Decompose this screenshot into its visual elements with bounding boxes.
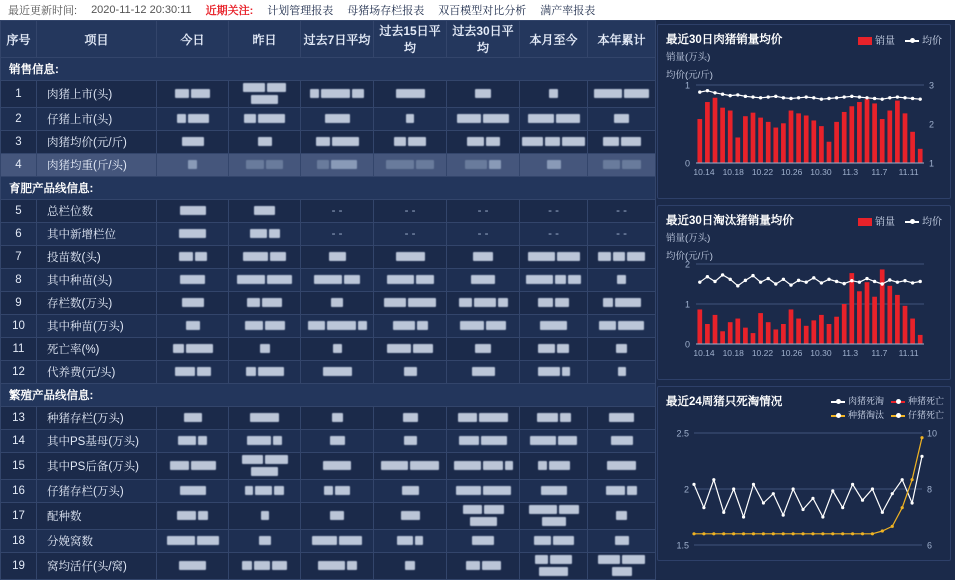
table-section-title: 育肥产品线信息: <box>1 177 656 200</box>
table-row[interactable] <box>1 81 656 108</box>
row-value-cell <box>588 361 656 384</box>
row-index: 11 <box>1 338 37 361</box>
chart2-legend-sales: 销量 <box>858 213 895 228</box>
row-value-cell <box>157 430 229 453</box>
row-value-cell <box>301 430 374 453</box>
row-item-label: 总栏位数 <box>37 200 157 223</box>
row-value-cell: - - <box>301 223 374 246</box>
row-value-cell <box>229 292 301 315</box>
row-item-label: 仔猪上市(头) <box>37 108 157 131</box>
row-item-label: 存栏数(万头) <box>37 292 157 315</box>
row-value-cell <box>374 553 447 580</box>
row-value-cell <box>447 480 520 503</box>
row-value-cell <box>588 269 656 292</box>
row-value-cell <box>229 108 301 131</box>
row-value-cell <box>229 200 301 223</box>
row-value-cell <box>301 315 374 338</box>
col-today: 今日 <box>157 21 229 58</box>
row-index: 10 <box>1 315 37 338</box>
row-index: 2 <box>1 108 37 131</box>
row-value-cell <box>447 361 520 384</box>
row-index: 5 <box>1 200 37 223</box>
svg-text:10.26: 10.26 <box>781 167 803 177</box>
row-value-cell <box>229 530 301 553</box>
row-value-cell: - - <box>588 200 656 223</box>
recent-focus-label: 近期关注: <box>205 5 254 17</box>
row-value-cell <box>157 315 229 338</box>
chart2-canvas <box>658 206 950 379</box>
row-value-cell <box>520 338 588 361</box>
row-value-cell <box>301 407 374 430</box>
row-value-cell <box>520 361 588 384</box>
row-value-cell <box>588 453 656 480</box>
table-row[interactable] <box>1 407 656 430</box>
col-avg7: 过去7日平均 <box>301 21 374 58</box>
row-value-cell <box>588 131 656 154</box>
row-value-cell <box>588 503 656 530</box>
chart2-legend-price: 均价 <box>905 213 942 228</box>
svg-text:3: 3 <box>929 80 935 91</box>
row-value-cell: - - <box>374 223 447 246</box>
row-index: 1 <box>1 81 37 108</box>
row-value-cell <box>157 81 229 108</box>
row-value-cell <box>447 530 520 553</box>
row-value-cell: - - <box>301 200 374 223</box>
row-item-label: 窝均活仔(头/窝) <box>37 553 157 580</box>
row-value-cell <box>520 530 588 553</box>
row-value-cell <box>229 338 301 361</box>
top-status-bar <box>0 0 955 20</box>
svg-text:2: 2 <box>683 484 689 495</box>
row-index: 14 <box>1 430 37 453</box>
col-month-to-date: 本月至今 <box>520 21 588 58</box>
row-value-cell <box>229 453 301 480</box>
row-value-cell <box>447 81 520 108</box>
table-row[interactable] <box>1 292 656 315</box>
row-value-cell <box>447 338 520 361</box>
row-value-cell <box>588 315 656 338</box>
row-value-cell <box>374 480 447 503</box>
chart1-canvas <box>658 25 950 198</box>
row-item-label: 其中PS基母(万头) <box>37 430 157 453</box>
col-no: 序号 <box>1 21 37 58</box>
row-index: 6 <box>1 223 37 246</box>
table-row[interactable] <box>1 430 656 453</box>
table-header-row <box>1 21 656 58</box>
link-sow-farm-inventory-report[interactable]: 母猪场存栏报表 <box>347 5 425 17</box>
row-value-cell <box>157 530 229 553</box>
row-value-cell <box>229 246 301 269</box>
chart1-ylabel-left: 销量(万头) <box>666 52 711 63</box>
row-value-cell <box>374 407 447 430</box>
row-index: 15 <box>1 453 37 480</box>
table-section-row <box>1 177 656 200</box>
row-value-cell <box>301 246 374 269</box>
table-row[interactable] <box>1 154 656 177</box>
chart1-legend-sales: 销量 <box>858 32 895 47</box>
row-value-cell <box>374 292 447 315</box>
row-value-cell <box>520 480 588 503</box>
row-value-cell: - - <box>447 223 520 246</box>
row-value-cell <box>588 553 656 580</box>
row-value-cell <box>520 246 588 269</box>
chart3-title: 最近24周猪只死淘情况 <box>666 396 783 408</box>
table-row[interactable] <box>1 361 656 384</box>
row-value-cell <box>588 246 656 269</box>
col-item: 项目 <box>37 21 157 58</box>
row-value-cell <box>374 131 447 154</box>
svg-text:10.30: 10.30 <box>810 348 832 358</box>
row-item-label: 其中种苗(头) <box>37 269 157 292</box>
row-value-cell <box>301 108 374 131</box>
row-value-cell <box>157 480 229 503</box>
row-item-label: 仔猪存栏(万头) <box>37 480 157 503</box>
metrics-table-container[interactable] <box>0 20 655 573</box>
row-value-cell <box>229 81 301 108</box>
row-value-cell <box>447 453 520 480</box>
svg-text:10.14: 10.14 <box>693 348 715 358</box>
chart3-canvas <box>658 387 950 560</box>
row-value-cell <box>374 81 447 108</box>
row-value-cell <box>374 530 447 553</box>
metrics-table-body <box>1 58 656 580</box>
metrics-table <box>0 20 656 580</box>
row-value-cell <box>520 553 588 580</box>
row-value-cell <box>229 480 301 503</box>
row-index: 13 <box>1 407 37 430</box>
row-value-cell <box>157 108 229 131</box>
row-value-cell <box>374 430 447 453</box>
row-value-cell <box>229 407 301 430</box>
row-value-cell <box>301 480 374 503</box>
svg-text:2: 2 <box>929 119 935 130</box>
link-double-hundred-model-analysis[interactable]: 双百模型对比分析 <box>438 5 527 17</box>
row-value-cell <box>447 246 520 269</box>
table-row[interactable] <box>1 338 656 361</box>
row-value-cell <box>301 530 374 553</box>
chart3-legend-piglet-death: 仔猪死亡 <box>891 408 944 421</box>
svg-text:6: 6 <box>927 540 933 551</box>
row-value-cell <box>157 200 229 223</box>
table-row[interactable] <box>1 503 656 530</box>
row-value-cell: - - <box>588 223 656 246</box>
row-value-cell <box>520 269 588 292</box>
row-value-cell <box>301 81 374 108</box>
row-value-cell: - - <box>520 200 588 223</box>
row-value-cell <box>520 430 588 453</box>
chart2-title: 最近30日淘汰猪销量均价 <box>666 215 794 227</box>
link-full-production-rate-report[interactable]: 满产率报表 <box>540 5 596 17</box>
row-value-cell <box>588 530 656 553</box>
svg-text:2.5: 2.5 <box>676 428 689 439</box>
row-value-cell <box>374 338 447 361</box>
row-value-cell <box>374 246 447 269</box>
table-section-row <box>1 384 656 407</box>
row-value-cell <box>374 154 447 177</box>
row-item-label: 投苗数(头) <box>37 246 157 269</box>
svg-text:1: 1 <box>684 299 690 310</box>
row-item-label: 配种数 <box>37 503 157 530</box>
svg-text:2: 2 <box>684 259 690 270</box>
svg-text:11.7: 11.7 <box>871 167 888 177</box>
row-value-cell <box>447 154 520 177</box>
chart3-legend-breeder-death: 种猪死亡 <box>891 394 944 407</box>
row-index: 16 <box>1 480 37 503</box>
row-value-cell <box>588 480 656 503</box>
table-row[interactable] <box>1 480 656 503</box>
row-index: 8 <box>1 269 37 292</box>
chart2-ylabel-left: 销量(万头) <box>666 233 711 244</box>
row-item-label: 分娩窝数 <box>37 530 157 553</box>
row-value-cell <box>520 503 588 530</box>
row-value-cell <box>588 154 656 177</box>
chart3-legend-breeder-cull: 种猪淘汰 <box>831 408 884 421</box>
table-row[interactable] <box>1 223 656 246</box>
row-value-cell: - - <box>374 200 447 223</box>
table-row[interactable] <box>1 530 656 553</box>
row-value-cell <box>301 503 374 530</box>
row-value-cell <box>229 269 301 292</box>
row-value-cell <box>588 108 656 131</box>
col-avg30: 过去30日平均 <box>447 21 520 58</box>
row-item-label: 其中PS后备(万头) <box>37 453 157 480</box>
row-value-cell <box>447 553 520 580</box>
table-row[interactable] <box>1 453 656 480</box>
row-index: 12 <box>1 361 37 384</box>
col-yesterday: 昨日 <box>229 21 301 58</box>
row-item-label: 其中新增栏位 <box>37 223 157 246</box>
row-item-label: 其中种苗(万头) <box>37 315 157 338</box>
row-value-cell <box>374 315 447 338</box>
svg-text:1: 1 <box>929 158 935 169</box>
row-value-cell <box>157 361 229 384</box>
row-value-cell <box>301 453 374 480</box>
svg-text:10: 10 <box>927 428 938 439</box>
row-value-cell <box>229 154 301 177</box>
row-value-cell: - - <box>447 200 520 223</box>
row-value-cell <box>229 315 301 338</box>
row-value-cell <box>229 553 301 580</box>
row-value-cell <box>229 131 301 154</box>
row-item-label: 死亡率(%) <box>37 338 157 361</box>
row-index: 19 <box>1 553 37 580</box>
row-item-label: 种猪存栏(万头) <box>37 407 157 430</box>
row-value-cell <box>520 81 588 108</box>
table-section-row <box>1 58 656 81</box>
svg-text:10.30: 10.30 <box>810 167 832 177</box>
row-index: 9 <box>1 292 37 315</box>
row-item-label: 肉猪均重(斤/头) <box>37 154 157 177</box>
chart-panel-mortality[interactable] <box>657 386 951 561</box>
table-row[interactable] <box>1 108 656 131</box>
row-value-cell <box>301 361 374 384</box>
row-index: 7 <box>1 246 37 269</box>
row-value-cell <box>229 223 301 246</box>
chart3-legend-fattening-death: 肉猪死淘 <box>831 394 884 407</box>
row-value-cell <box>374 361 447 384</box>
last-update-time: 2020-11-12 20:30:11 <box>91 4 192 16</box>
table-row[interactable] <box>1 269 656 292</box>
row-value-cell <box>520 292 588 315</box>
row-value-cell <box>374 108 447 131</box>
col-year-to-date: 本年累计 <box>588 21 656 58</box>
row-value-cell <box>447 269 520 292</box>
table-row[interactable] <box>1 131 656 154</box>
row-index: 4 <box>1 154 37 177</box>
svg-text:11.7: 11.7 <box>871 348 888 358</box>
link-plan-management-report[interactable]: 计划管理报表 <box>267 5 334 17</box>
svg-text:10.26: 10.26 <box>781 348 803 358</box>
row-value-cell <box>520 108 588 131</box>
row-value-cell <box>157 553 229 580</box>
row-value-cell <box>447 108 520 131</box>
row-value-cell <box>157 453 229 480</box>
svg-text:11.11: 11.11 <box>898 167 919 177</box>
row-value-cell <box>588 81 656 108</box>
row-value-cell <box>447 131 520 154</box>
chart1-ylabel-right: 均价(元/斤) <box>666 70 713 81</box>
table-row[interactable] <box>1 200 656 223</box>
svg-text:10.14: 10.14 <box>693 167 715 177</box>
row-value-cell <box>301 338 374 361</box>
row-value-cell <box>447 315 520 338</box>
table-row[interactable] <box>1 315 656 338</box>
svg-text:0: 0 <box>684 339 690 350</box>
row-value-cell <box>157 131 229 154</box>
svg-text:0: 0 <box>684 158 690 169</box>
svg-text:8: 8 <box>927 484 933 495</box>
row-item-label: 肉猪上市(头) <box>37 81 157 108</box>
table-row[interactable] <box>1 246 656 269</box>
row-value-cell <box>447 503 520 530</box>
row-value-cell <box>301 292 374 315</box>
chart-panel-cull-sales[interactable] <box>657 205 951 380</box>
row-value-cell <box>588 430 656 453</box>
row-value-cell <box>520 154 588 177</box>
svg-text:11.3: 11.3 <box>842 167 859 177</box>
row-value-cell <box>520 131 588 154</box>
chart-panel-pig-sales[interactable] <box>657 24 951 199</box>
row-item-label: 代养费(元/头) <box>37 361 157 384</box>
charts-column <box>655 20 955 563</box>
row-value-cell <box>157 503 229 530</box>
row-value-cell <box>157 269 229 292</box>
chart1-title: 最近30日肉猪销量均价 <box>666 34 783 46</box>
chart1-legend-price: 均价 <box>905 32 942 47</box>
row-value-cell <box>229 503 301 530</box>
table-row[interactable] <box>1 553 656 580</box>
row-value-cell <box>157 246 229 269</box>
row-value-cell <box>588 338 656 361</box>
row-value-cell: - - <box>520 223 588 246</box>
row-value-cell <box>229 361 301 384</box>
row-index: 3 <box>1 131 37 154</box>
row-value-cell <box>374 453 447 480</box>
svg-text:10.22: 10.22 <box>751 348 774 358</box>
col-avg15: 过去15日平均 <box>374 21 447 58</box>
row-item-label: 肉猪均价(元/斤) <box>37 131 157 154</box>
row-value-cell <box>301 553 374 580</box>
row-value-cell <box>374 269 447 292</box>
row-value-cell <box>157 407 229 430</box>
row-value-cell <box>520 315 588 338</box>
row-value-cell <box>588 292 656 315</box>
row-value-cell <box>157 154 229 177</box>
row-value-cell <box>157 338 229 361</box>
chart2-ylabel-right: 均价(元/斤) <box>666 251 713 262</box>
row-value-cell <box>157 223 229 246</box>
svg-text:1.5: 1.5 <box>676 540 689 551</box>
row-value-cell <box>447 430 520 453</box>
table-section-title: 销售信息: <box>1 58 656 81</box>
row-value-cell <box>520 453 588 480</box>
row-value-cell <box>157 292 229 315</box>
row-value-cell <box>520 407 588 430</box>
row-value-cell <box>374 503 447 530</box>
row-value-cell <box>588 407 656 430</box>
svg-text:1: 1 <box>684 80 690 91</box>
svg-text:10.18: 10.18 <box>722 167 744 177</box>
last-update-label: 最近更新时间: <box>8 5 78 17</box>
svg-text:10.18: 10.18 <box>722 348 744 358</box>
row-index: 18 <box>1 530 37 553</box>
row-value-cell <box>301 269 374 292</box>
row-value-cell <box>301 154 374 177</box>
table-section-title: 繁殖产品线信息: <box>1 384 656 407</box>
row-value-cell <box>447 407 520 430</box>
row-value-cell <box>447 292 520 315</box>
row-value-cell <box>301 131 374 154</box>
svg-text:10.22: 10.22 <box>751 167 774 177</box>
row-index: 17 <box>1 503 37 530</box>
svg-text:11.3: 11.3 <box>842 348 859 358</box>
svg-text:11.11: 11.11 <box>898 348 919 358</box>
row-value-cell <box>229 430 301 453</box>
